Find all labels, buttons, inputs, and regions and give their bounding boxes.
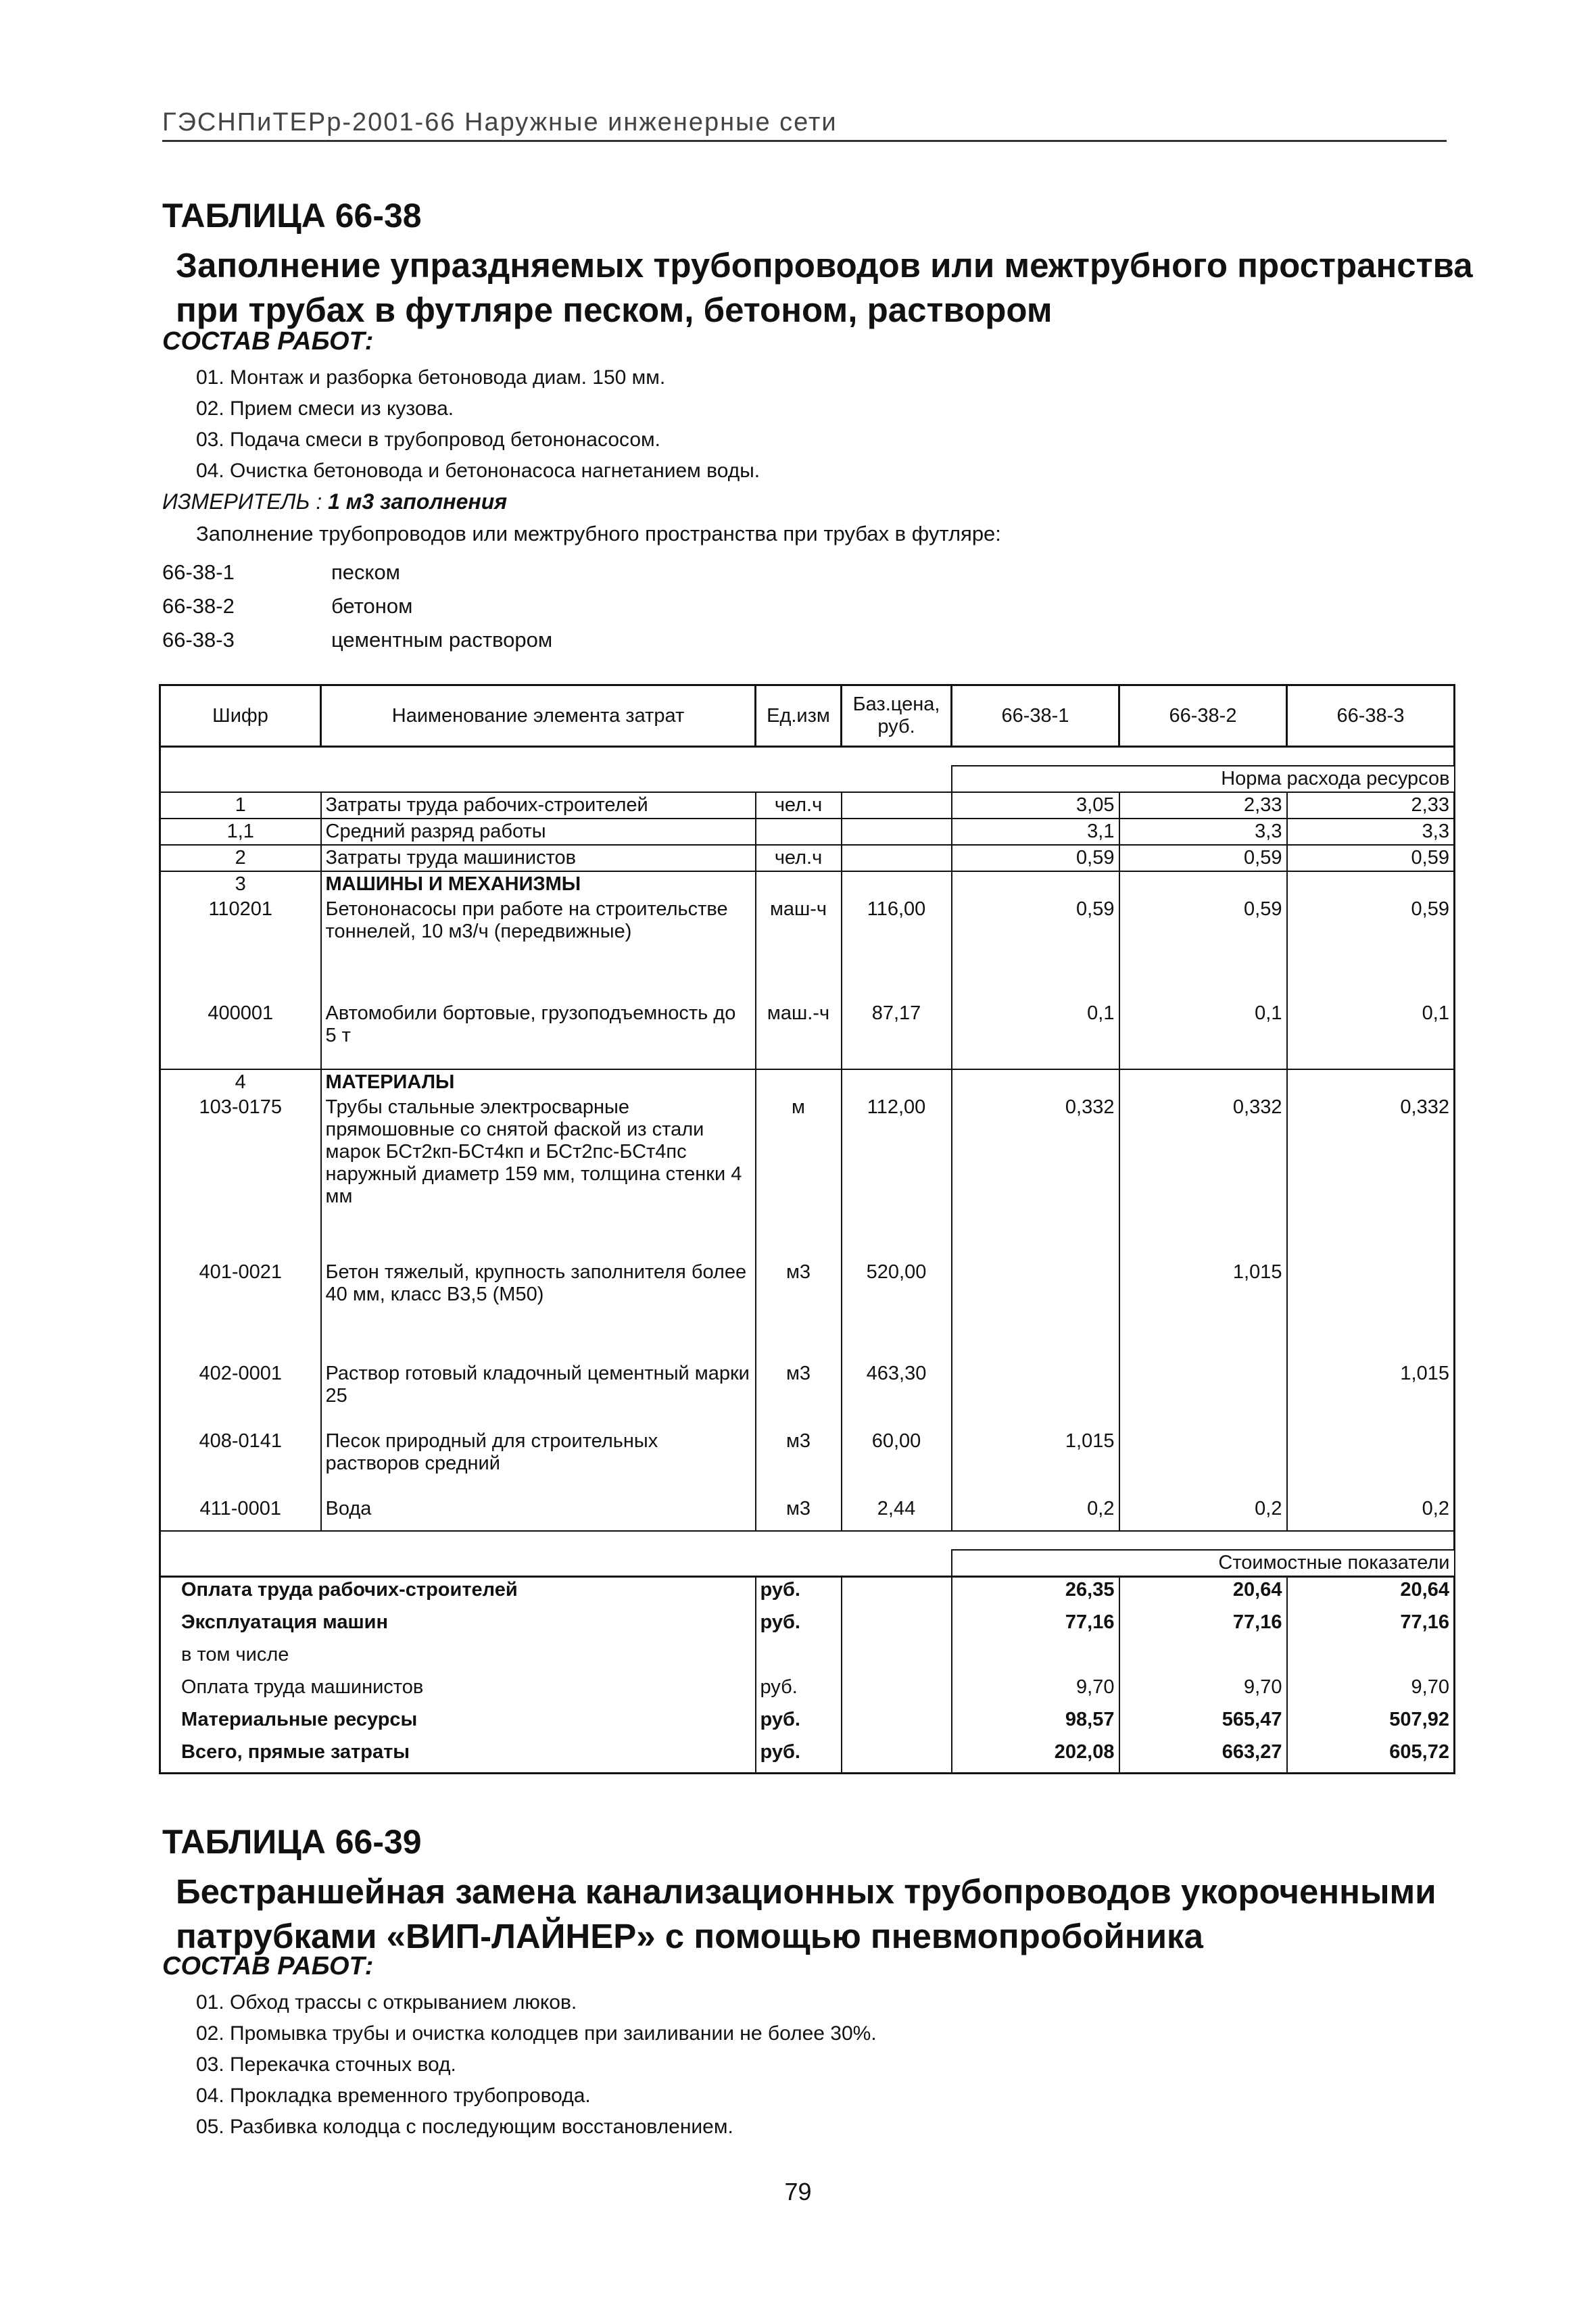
- cell-name: Бетон тяжелый, крупность заполнителя более 40 мм, класс В3,5 (М50): [321, 1260, 756, 1361]
- section-row: [160, 871, 1455, 897]
- cell-v3: 0,1: [1287, 1001, 1455, 1069]
- table-row: [160, 1260, 1455, 1361]
- code-row: [162, 623, 552, 657]
- cell-v1: 0,332: [952, 1095, 1119, 1260]
- table-66-39-title: ТАБЛИЦА 66-39: [162, 1823, 422, 1861]
- cell-name: Затраты труда рабочих-строителей: [321, 792, 756, 819]
- cell-code: 400001: [160, 1001, 321, 1069]
- table-row: [160, 792, 1455, 819]
- cell-code: 2: [160, 845, 321, 871]
- cost-v3: 507,92: [1287, 1707, 1455, 1740]
- cost-unit: руб.: [756, 1707, 842, 1740]
- cell-v1: 3,05: [952, 792, 1119, 819]
- name-line-1: Заполнение упраздняемых трубопроводов или межтрубного пространства: [176, 246, 1473, 285]
- table-66-38-name: [176, 243, 1494, 333]
- cost-row: [160, 1675, 1455, 1707]
- code-desc: цементным раствором: [331, 628, 553, 652]
- cost-v3: 9,70: [1287, 1675, 1455, 1707]
- cost-row: [160, 1642, 1455, 1675]
- cost-v3: 77,16: [1287, 1610, 1455, 1642]
- cell-v3: 0,59: [1287, 845, 1455, 871]
- work-item: 04. Прокладка временного трубопровода.: [196, 2085, 591, 2107]
- cost-unit: руб.: [756, 1675, 842, 1707]
- cell-v2: 1,015: [1119, 1260, 1287, 1361]
- cell-unit: маш-ч: [756, 897, 842, 1001]
- cell-v1: 1,015: [952, 1429, 1119, 1496]
- cost-v2: 77,16: [1119, 1610, 1287, 1642]
- cell-name: Средний разряд работы: [321, 819, 756, 845]
- cost-row: [160, 1610, 1455, 1642]
- cell-code: 3: [160, 871, 321, 897]
- cell-v1: 3,1: [952, 819, 1119, 845]
- code: 66-38-3: [162, 628, 235, 652]
- cell-code: 4: [160, 1069, 321, 1095]
- works-heading: СОСТАВ РАБОТ:: [162, 327, 374, 356]
- cell-code: 402-0001: [160, 1361, 321, 1429]
- cell-code: 1: [160, 792, 321, 819]
- table-66-38-title: ТАБЛИЦА 66-38: [162, 197, 422, 235]
- col-price: Баз.цена, руб.: [842, 685, 952, 747]
- cost-row: [160, 1740, 1455, 1774]
- cell-v1: [952, 1361, 1119, 1429]
- cell-v3: [1287, 1429, 1455, 1496]
- table-row: [160, 1001, 1455, 1069]
- cost-name: Оплата труда рабочих-строителей: [160, 1577, 756, 1611]
- cell-v3: 3,3: [1287, 819, 1455, 845]
- name-line-2: при трубах в футляре песком, бетоном, раствором: [176, 291, 1053, 329]
- cost-v2: 20,64: [1119, 1577, 1287, 1611]
- cell-name: Затраты труда машинистов: [321, 845, 756, 871]
- cell-v1: 0,2: [952, 1496, 1119, 1531]
- col-66-38-3: 66-38-3: [1287, 685, 1455, 747]
- table-header-row: [160, 685, 1455, 747]
- cell-v3: 0,59: [1287, 897, 1455, 1001]
- code-desc: бетоном: [331, 594, 413, 618]
- cost-v1: 98,57: [952, 1707, 1119, 1740]
- table-row: [160, 897, 1455, 1001]
- cell-code: 110201: [160, 897, 321, 1001]
- work-item: 02. Промывка трубы и очистка колодцев при заиливании не более 30%.: [196, 2022, 877, 2045]
- code-desc: песком: [331, 560, 400, 584]
- col-66-38-1: 66-38-1: [952, 685, 1119, 747]
- cost-v1: 202,08: [952, 1740, 1119, 1774]
- cost-row: [160, 1577, 1455, 1611]
- cell-price: [842, 792, 952, 819]
- cost-v1: 9,70: [952, 1675, 1119, 1707]
- page-number: 79: [784, 2178, 812, 2206]
- cell-price: 463,30: [842, 1361, 952, 1429]
- table-row: [160, 819, 1455, 845]
- section-row: [160, 1069, 1455, 1095]
- cost-v3: 20,64: [1287, 1577, 1455, 1611]
- cost-name: в том числе: [160, 1642, 756, 1675]
- name-line-2: патрубками «ВИП-ЛАЙНЕР» с помощью пневмопробойника: [176, 1917, 1203, 1955]
- cell-unit: м3: [756, 1429, 842, 1496]
- cost-name: Всего, прямые затраты: [160, 1740, 756, 1774]
- work-item: 01. Монтаж и разборка бетоновода диам. 150 мм.: [196, 366, 666, 389]
- work-item: 04. Очистка бетоновода и бетононасоса нагнетанием воды.: [196, 460, 760, 482]
- cell-v3: 0,332: [1287, 1095, 1455, 1260]
- cell-code: 1,1: [160, 819, 321, 845]
- cost-v3: 605,72: [1287, 1740, 1455, 1774]
- cell-price: 2,44: [842, 1496, 952, 1531]
- table-row: [160, 1496, 1455, 1531]
- code: 66-38-1: [162, 560, 235, 584]
- cell-name: Вода: [321, 1496, 756, 1531]
- meter-value: 1 м3 заполнения: [328, 489, 508, 514]
- cell-unit: чел.ч: [756, 792, 842, 819]
- works-heading: СОСТАВ РАБОТ:: [162, 1952, 374, 1980]
- cell-code: 103-0175: [160, 1095, 321, 1260]
- cell-v2: 0,1: [1119, 1001, 1287, 1069]
- cell-v3: [1287, 1260, 1455, 1361]
- cell-name: Раствор готовый кладочный цементный марки 25: [321, 1361, 756, 1429]
- cell-unit: м3: [756, 1260, 842, 1361]
- cell-v2: 2,33: [1119, 792, 1287, 819]
- cost-name: Оплата труда машинистов: [160, 1675, 756, 1707]
- cell-price: 520,00: [842, 1260, 952, 1361]
- cost-v1: 26,35: [952, 1577, 1119, 1611]
- cell-v2: 0,2: [1119, 1496, 1287, 1531]
- table-row: [160, 845, 1455, 871]
- code: 66-38-2: [162, 594, 235, 618]
- norma-label: Норма расхода ресурсов: [952, 766, 1455, 792]
- cell-name: Песок природный для строительных растворов средний: [321, 1429, 756, 1496]
- cell-code: 411-0001: [160, 1496, 321, 1531]
- cell-v2: [1119, 1429, 1287, 1496]
- work-item: 03. Подача смеси в трубопровод бетононасосом.: [196, 429, 660, 451]
- cell-code: 401-0021: [160, 1260, 321, 1361]
- cell-unit: м3: [756, 1361, 842, 1429]
- cost-name: Эксплуатация машин: [160, 1610, 756, 1642]
- cell-price: [842, 819, 952, 845]
- cell-price: 87,17: [842, 1001, 952, 1069]
- code-row: [162, 556, 552, 589]
- section-title: МАШИНЫ И МЕХАНИЗМЫ: [321, 871, 756, 897]
- cell-v1: 0,59: [952, 897, 1119, 1001]
- cell-v3: 0,2: [1287, 1496, 1455, 1531]
- cost-name: Материальные ресурсы: [160, 1707, 756, 1740]
- cell-v2: 0,59: [1119, 897, 1287, 1001]
- cell-v2: 3,3: [1119, 819, 1287, 845]
- cost-v2: 663,27: [1119, 1740, 1287, 1774]
- cost-row: [160, 1707, 1455, 1740]
- cell-v3: 2,33: [1287, 792, 1455, 819]
- cell-unit: чел.ч: [756, 845, 842, 871]
- cost-unit: руб.: [756, 1740, 842, 1774]
- cell-name: Автомобили бортовые, грузоподъемность до 5 т: [321, 1001, 756, 1069]
- cell-price: 60,00: [842, 1429, 952, 1496]
- cell-v2: 0,59: [1119, 845, 1287, 871]
- cost-v2: 565,47: [1119, 1707, 1287, 1740]
- work-item: 03. Перекачка сточных вод.: [196, 2053, 456, 2076]
- table-66-39-name: [176, 1870, 1494, 1959]
- table-row: [160, 1361, 1455, 1429]
- page-header: ГЭСНПиТЕРр-2001-66 Наружные инженерные сети: [162, 108, 1447, 142]
- intro-text: Заполнение трубопроводов или межтрубного пространства при трубах в футляре:: [196, 522, 1001, 545]
- table-row: [160, 1429, 1455, 1496]
- cost-v1: 77,16: [952, 1610, 1119, 1642]
- cost-v2: 9,70: [1119, 1675, 1287, 1707]
- cell-v2: 0,332: [1119, 1095, 1287, 1260]
- col-shifr: Шифр: [160, 685, 321, 747]
- cell-code: 408-0141: [160, 1429, 321, 1496]
- cell-unit: [756, 819, 842, 845]
- cell-unit: маш.-ч: [756, 1001, 842, 1069]
- cell-price: 116,00: [842, 897, 952, 1001]
- spacer-row: [160, 1531, 1455, 1550]
- cell-v1: 0,1: [952, 1001, 1119, 1069]
- work-item: 01. Обход трассы с открыванием люков.: [196, 1991, 577, 2014]
- cell-v2: [1119, 1361, 1287, 1429]
- works-list: [196, 362, 760, 487]
- cell-unit: м3: [756, 1496, 842, 1531]
- col-unit: Ед.изм: [756, 685, 842, 747]
- cost-label: Стоимостные показатели: [952, 1550, 1455, 1577]
- norma-row: [160, 766, 1455, 792]
- cell-price: [842, 845, 952, 871]
- cell-unit: м: [756, 1095, 842, 1260]
- code-list: [162, 556, 552, 657]
- name-line-1: Бестраншейная замена канализационных трубопроводов укороченными: [176, 1872, 1436, 1911]
- table-row: [160, 1095, 1455, 1260]
- cost-unit: руб.: [756, 1577, 842, 1611]
- cell-name: Трубы стальные электросварные прямошовные со снятой фаской из стали марок БСт2кп-БСт4кп и БСт2пс-БСт4пс наружный диаметр 159 мм, толщина стенки 4 мм: [321, 1095, 756, 1260]
- cost-label-row: [160, 1550, 1455, 1577]
- work-item: 05. Разбивка колодца с последующим восстановлением.: [196, 2116, 733, 2138]
- resource-table: [159, 684, 1455, 1774]
- meter-label: ИЗМЕРИТЕЛЬ :: [162, 489, 322, 514]
- meter-line: [162, 489, 507, 514]
- cell-name: Бетононасосы при работе на строительстве тоннелей, 10 м3/ч (передвижные): [321, 897, 756, 1001]
- cell-v1: [952, 1260, 1119, 1361]
- works-list: [196, 1987, 877, 2143]
- section-title: МАТЕРИАЛЫ: [321, 1069, 756, 1095]
- code-row: [162, 589, 552, 623]
- cell-v3: 1,015: [1287, 1361, 1455, 1429]
- col-name: Наименование элемента затрат: [321, 685, 756, 747]
- cell-price: 112,00: [842, 1095, 952, 1260]
- spacer-row: [160, 747, 1455, 766]
- cell-v1: 0,59: [952, 845, 1119, 871]
- work-item: 02. Прием смеси из кузова.: [196, 397, 454, 420]
- col-66-38-2: 66-38-2: [1119, 685, 1287, 747]
- cost-unit: руб.: [756, 1610, 842, 1642]
